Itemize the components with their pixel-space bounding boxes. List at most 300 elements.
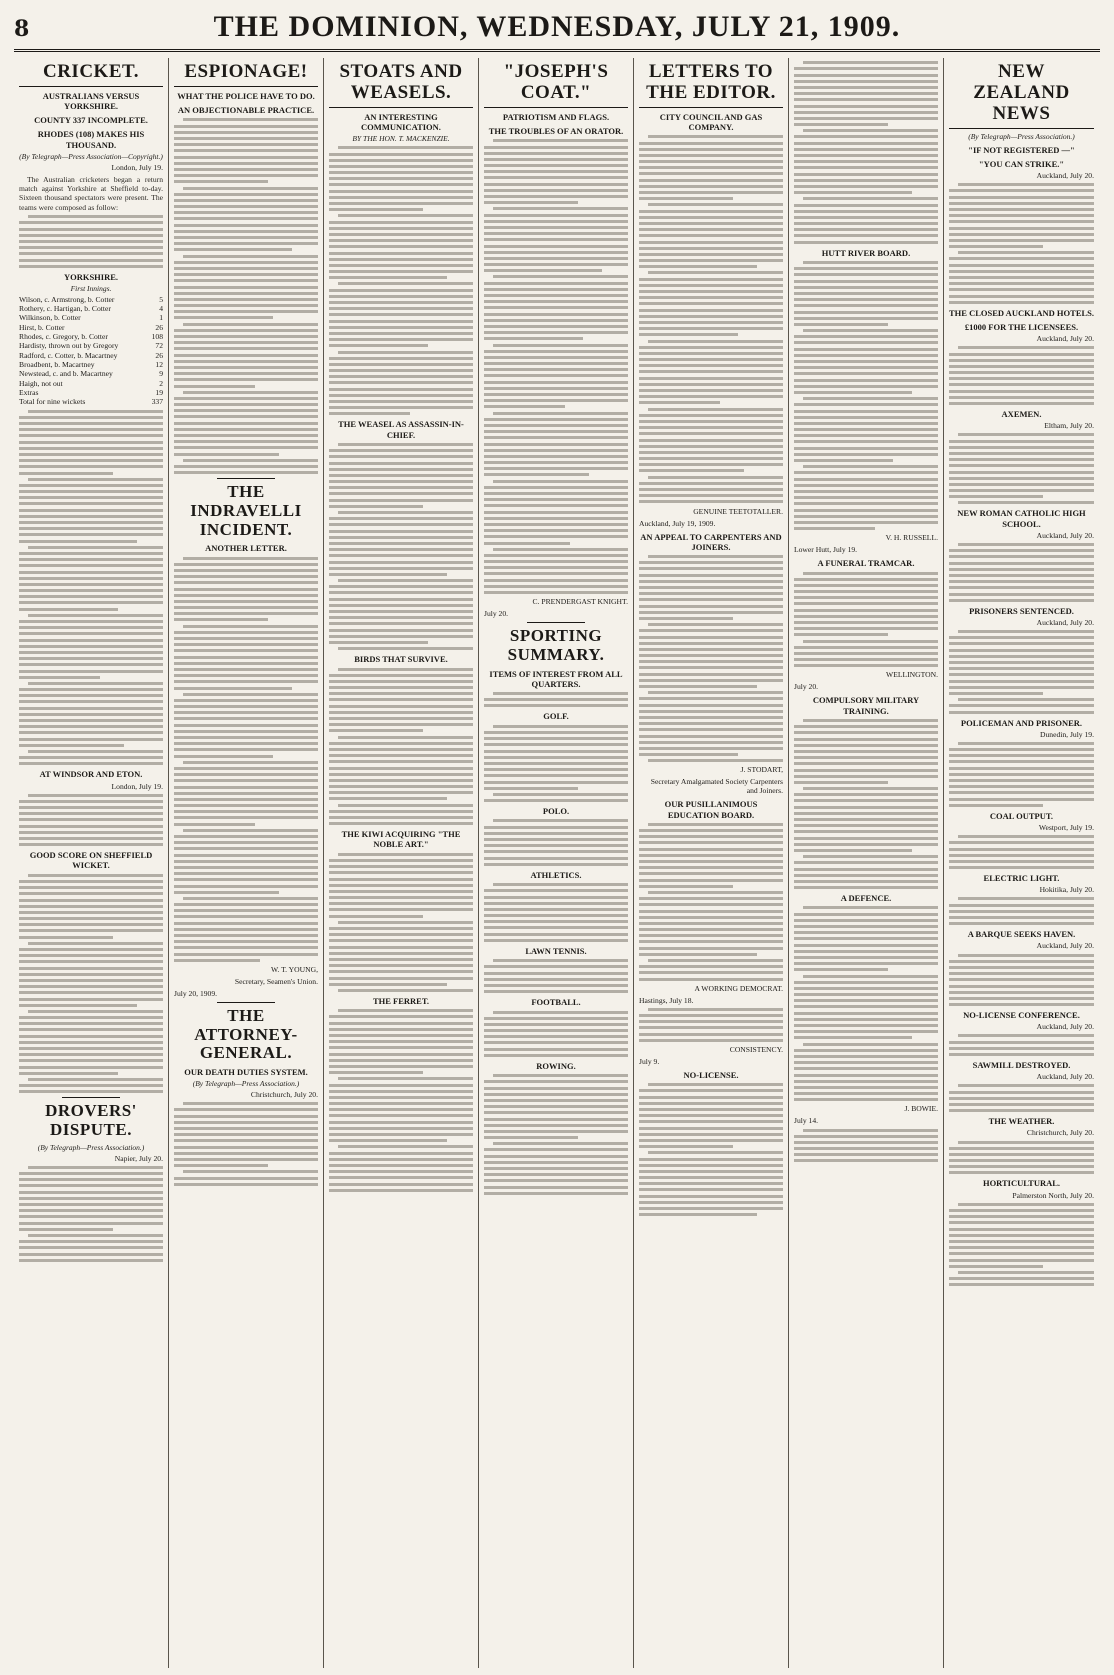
text-line [174, 1115, 318, 1118]
text-line [639, 364, 783, 367]
text-line [949, 636, 1094, 639]
text-line [803, 975, 938, 978]
text-line [484, 214, 628, 217]
text-line [329, 1121, 473, 1124]
text-line [484, 455, 628, 458]
text-line [19, 595, 163, 598]
text-line [949, 295, 1094, 298]
text-line [19, 880, 163, 883]
text-line [639, 928, 783, 931]
text-line [329, 977, 473, 980]
text-line [949, 593, 1094, 596]
text-line [174, 1146, 318, 1149]
text-line [19, 601, 163, 604]
text-line [329, 344, 428, 347]
text-line [484, 1186, 628, 1189]
text-line [484, 566, 628, 569]
text-line [484, 554, 628, 557]
score-row: Rothery, c. Hartigan, b. Cotter 4 [19, 304, 163, 314]
text-line [329, 177, 473, 180]
text-line [174, 273, 318, 276]
text-line [484, 1029, 628, 1032]
text-line [949, 396, 1094, 399]
kiwi-heading: THE KIWI ACQUIRING "THE NOBLE ART." [341, 829, 461, 850]
text-line [639, 1120, 783, 1123]
text-line [329, 723, 473, 726]
text-line [794, 886, 938, 889]
text-line [19, 985, 163, 988]
text-line [174, 347, 318, 350]
text-line [174, 674, 318, 677]
text-line [639, 741, 783, 744]
text-line [484, 294, 628, 297]
text-line [639, 1102, 783, 1105]
text-line [639, 598, 783, 601]
text-line [639, 179, 783, 182]
text-line [794, 323, 888, 326]
text-line [19, 490, 163, 493]
text-line [174, 1133, 318, 1136]
text-line [794, 725, 938, 728]
text-line [484, 146, 628, 149]
text-line [639, 965, 783, 968]
text-line [949, 1103, 1094, 1106]
text-line [639, 1114, 783, 1117]
text-line [949, 257, 1094, 260]
text-line [639, 500, 783, 503]
divider [527, 622, 585, 623]
text-line [958, 251, 1094, 254]
text-line [183, 625, 318, 628]
text-line [949, 562, 1094, 565]
text-line [174, 779, 318, 782]
text-line [174, 174, 318, 177]
text-line [174, 637, 318, 640]
text-line [648, 555, 783, 558]
text-line [648, 1008, 783, 1011]
text-line [19, 998, 163, 1001]
text-line [338, 668, 473, 671]
text-line [329, 767, 473, 770]
text-line [484, 319, 628, 322]
text-line [794, 298, 938, 301]
text-line [174, 866, 318, 869]
text-line [329, 1053, 473, 1056]
text-line [174, 316, 273, 319]
text-line [958, 433, 1094, 436]
text-line [484, 731, 628, 734]
text-line [803, 1043, 938, 1046]
text-line [794, 391, 912, 394]
text-block [174, 1102, 318, 1185]
text-line [794, 286, 938, 289]
text-line [794, 304, 938, 307]
text-line [794, 633, 888, 636]
text-line [174, 668, 318, 671]
text-line [19, 540, 137, 543]
text-line [639, 1020, 783, 1023]
text-line [794, 968, 888, 971]
text-line [329, 462, 473, 465]
text-line [174, 211, 318, 214]
text-line [484, 158, 628, 161]
text-line [338, 853, 473, 856]
text-line [329, 474, 473, 477]
text-line [949, 991, 1094, 994]
letter-date: July 14. [794, 1116, 819, 1126]
text-line [174, 649, 318, 652]
text-line [329, 1170, 473, 1173]
text-line [19, 1028, 163, 1031]
text-line [329, 258, 473, 261]
text-line [19, 1059, 163, 1062]
text-line [484, 832, 628, 835]
letter-signature: V. H. RUSSELL. [885, 533, 938, 543]
news-dateline: Hokitika, July 20. [1039, 885, 1094, 895]
text-line [484, 902, 628, 905]
text-line [484, 774, 628, 777]
text-block [19, 1166, 163, 1262]
text-line [794, 731, 938, 734]
cricket-heading: CRICKET. [19, 62, 163, 87]
text-line [484, 1130, 628, 1133]
score-row: Hardisty, thrown out by Gregory 72 [19, 341, 163, 351]
text-line [19, 1253, 163, 1256]
gas-company-heading: CITY COUNCIL AND GAS COMPANY. [659, 111, 763, 132]
text-line [484, 787, 578, 790]
text-line [329, 1034, 473, 1037]
text-line [794, 596, 938, 599]
text-line [949, 985, 1094, 988]
text-line [794, 756, 938, 759]
text-line [794, 191, 912, 194]
text-line [949, 276, 1094, 279]
text-line [174, 1127, 318, 1130]
text-line [174, 891, 279, 894]
news-dateline: Eltham, July 20. [1044, 421, 1094, 431]
text-line [174, 810, 318, 813]
text-line [19, 670, 163, 673]
text-line [19, 725, 163, 728]
text-line [329, 915, 423, 918]
text-line [19, 589, 163, 592]
text-line [174, 335, 318, 338]
text-line [794, 1012, 938, 1015]
text-line [794, 843, 938, 846]
text-line [174, 618, 268, 621]
text-line [493, 344, 628, 347]
text-line [183, 557, 318, 560]
news-heading: THE CLOSED AUCKLAND HOTELS. [949, 307, 1095, 318]
text-line [174, 1164, 268, 1167]
text-line [639, 309, 783, 312]
text-block [639, 1083, 783, 1216]
text-line [19, 960, 163, 963]
letter-signature: GENUINE TEETOTALLER. [693, 506, 783, 516]
text-line [794, 317, 938, 320]
text-line [949, 1265, 1043, 1268]
scorecard [19, 295, 163, 407]
text-line [639, 241, 783, 244]
text-line [493, 480, 628, 483]
text-line [639, 561, 783, 564]
text-line [174, 847, 318, 850]
text-line [803, 906, 938, 909]
text-line [639, 160, 783, 163]
text-line [949, 1147, 1094, 1150]
text-line [949, 916, 1094, 919]
text-line [174, 471, 318, 474]
text-line [949, 464, 1094, 467]
text-line [648, 340, 783, 343]
text-line [484, 762, 628, 765]
text-line [803, 855, 938, 858]
text-line [949, 1221, 1094, 1224]
text-line [493, 548, 628, 551]
text-line [639, 247, 783, 250]
text-line [484, 857, 628, 860]
text-line [794, 135, 938, 138]
text-line [794, 273, 938, 276]
text-line [329, 674, 473, 677]
text-line [19, 552, 163, 555]
text-line [329, 680, 473, 683]
text-line [28, 410, 163, 413]
text-block [794, 261, 938, 530]
text-line [174, 465, 318, 468]
text-line [949, 922, 1094, 925]
text-line [329, 952, 473, 955]
text-line [639, 648, 783, 651]
text-line [329, 946, 473, 949]
text-line [484, 939, 628, 942]
text-line [484, 737, 628, 740]
text-line [794, 861, 938, 864]
text-line [484, 424, 628, 427]
text-line [19, 762, 163, 765]
text-line [949, 711, 1094, 714]
text-line [484, 245, 628, 248]
text-line [329, 233, 473, 236]
text-line [493, 959, 628, 962]
text-line [949, 1053, 1094, 1056]
text-line [949, 196, 1094, 199]
text-line [19, 571, 163, 574]
text-line [174, 606, 318, 609]
text-line [949, 1041, 1094, 1044]
text-line [19, 818, 163, 821]
text-line [329, 760, 473, 763]
text-line [794, 944, 938, 947]
text-line [949, 978, 1094, 981]
stoats-subheading: AN INTERESTING COMMUNICATION. [361, 111, 441, 132]
text-line [28, 794, 163, 797]
text-line [183, 255, 318, 258]
text-line [958, 742, 1094, 745]
text-line [19, 608, 118, 611]
text-line [484, 226, 628, 229]
text-line [794, 1086, 938, 1089]
text-line [174, 168, 318, 171]
text-line [19, 240, 163, 243]
text-line [639, 432, 783, 435]
text-line [484, 768, 628, 771]
text-line [329, 517, 473, 520]
text-line [174, 298, 318, 301]
text-line [329, 1114, 473, 1117]
text-line [329, 252, 473, 255]
text-line [329, 884, 473, 887]
text-line [19, 1084, 163, 1087]
text-line [19, 700, 163, 703]
text-line [794, 185, 938, 188]
text-line [949, 568, 1094, 571]
text-line [949, 1209, 1094, 1212]
text-line [794, 204, 938, 207]
text-line [794, 74, 938, 77]
text-line [639, 704, 783, 707]
text-line [949, 189, 1094, 192]
text-line [648, 1083, 783, 1086]
text-line [794, 410, 938, 413]
text-line [639, 829, 783, 832]
text-line [329, 754, 473, 757]
text-line [648, 959, 783, 962]
text-line [803, 1129, 938, 1132]
text-line [329, 183, 473, 186]
news-heading: AXEMEN. [1001, 409, 1042, 420]
letters-heading: LETTERS TO THE EDITOR. [639, 62, 783, 108]
text-line [19, 911, 163, 914]
text-line [174, 199, 318, 202]
text-line [484, 288, 628, 291]
text-line [794, 210, 938, 213]
score-row: Hirst, b. Cotter 26 [19, 322, 163, 332]
text-line [639, 947, 783, 950]
text-line [794, 738, 938, 741]
text-line [484, 201, 578, 204]
text-line [19, 905, 163, 908]
text-line [949, 301, 1094, 304]
text-line [958, 954, 1094, 957]
score-row: Newstead, c. and b. Macartney 9 [19, 369, 163, 379]
text-line [949, 580, 1094, 583]
text-line [949, 383, 1094, 386]
text-line [949, 1091, 1094, 1094]
text-line [338, 1145, 473, 1148]
text-line [174, 575, 318, 578]
cricket-subheading-2: COUNTY 337 INCOMPLETE. [34, 115, 148, 126]
text-line [329, 705, 473, 708]
text-line [484, 933, 628, 936]
text-line [949, 760, 1094, 763]
text-line [484, 984, 628, 987]
text-line [794, 478, 938, 481]
text-line [329, 363, 473, 366]
news-heading: NEW ROMAN CATHOLIC HIGH SCHOOL. [957, 508, 1086, 529]
text-line [329, 1152, 473, 1155]
text-line [174, 162, 318, 165]
text-line [484, 313, 628, 316]
page-number: 8 [14, 16, 30, 42]
text-line [329, 635, 473, 638]
text-line [183, 897, 318, 900]
text-line [949, 866, 1094, 869]
text-line [174, 366, 318, 369]
text-line [174, 860, 318, 863]
text-line [338, 511, 473, 514]
letter-date: July 20. [794, 682, 819, 692]
text-line [639, 1139, 783, 1142]
windsor-dateline: London, July 19. [111, 781, 163, 791]
text-line [329, 585, 473, 588]
text-line [19, 564, 163, 567]
text-line [19, 1004, 137, 1007]
text-line [19, 929, 163, 932]
text-line [19, 719, 163, 722]
text-line [794, 471, 938, 474]
text-line [648, 271, 783, 274]
text-line [484, 498, 628, 501]
nz-news-heading: NEW ZEALAND NEWS [949, 62, 1094, 129]
text-line [329, 1139, 447, 1142]
text-line [484, 220, 628, 223]
text-line [329, 313, 473, 316]
text-line [484, 523, 628, 526]
text-line [794, 584, 938, 587]
text-line [794, 1067, 938, 1070]
text-line [174, 1152, 318, 1155]
text-line [329, 295, 473, 298]
text-line [949, 264, 1094, 267]
text-line [329, 338, 473, 341]
score-row: Radford, c. Cotter, b. Macartney 26 [19, 350, 163, 360]
text-block [639, 823, 783, 981]
text-line [183, 187, 318, 190]
text-line [949, 495, 1043, 498]
text-line [484, 504, 628, 507]
text-line [484, 914, 628, 917]
text-line [949, 798, 1094, 801]
text-line [949, 972, 1094, 975]
text-line [803, 572, 938, 575]
text-block [174, 557, 318, 962]
text-line [183, 391, 318, 394]
text-line [28, 942, 163, 945]
text-line [19, 1259, 163, 1262]
text-line [493, 207, 628, 210]
text-line [794, 160, 938, 163]
text-line [639, 228, 783, 231]
text-line [174, 885, 318, 888]
text-line [949, 452, 1094, 455]
text-line [958, 1034, 1094, 1037]
score-row: Broadbent, b. Macartney 12 [19, 359, 163, 369]
text-line [174, 1121, 318, 1124]
text-line [639, 710, 783, 713]
text-line [338, 1009, 473, 1012]
text-line [794, 1135, 938, 1138]
column-letters-continued [789, 58, 944, 1668]
text-line [19, 979, 163, 982]
text-line [174, 261, 318, 264]
text-line [648, 1151, 783, 1154]
text-line [484, 1155, 628, 1158]
text-line [19, 515, 163, 518]
text-line [174, 631, 318, 634]
text-line [28, 1234, 163, 1237]
text-line [949, 574, 1094, 577]
